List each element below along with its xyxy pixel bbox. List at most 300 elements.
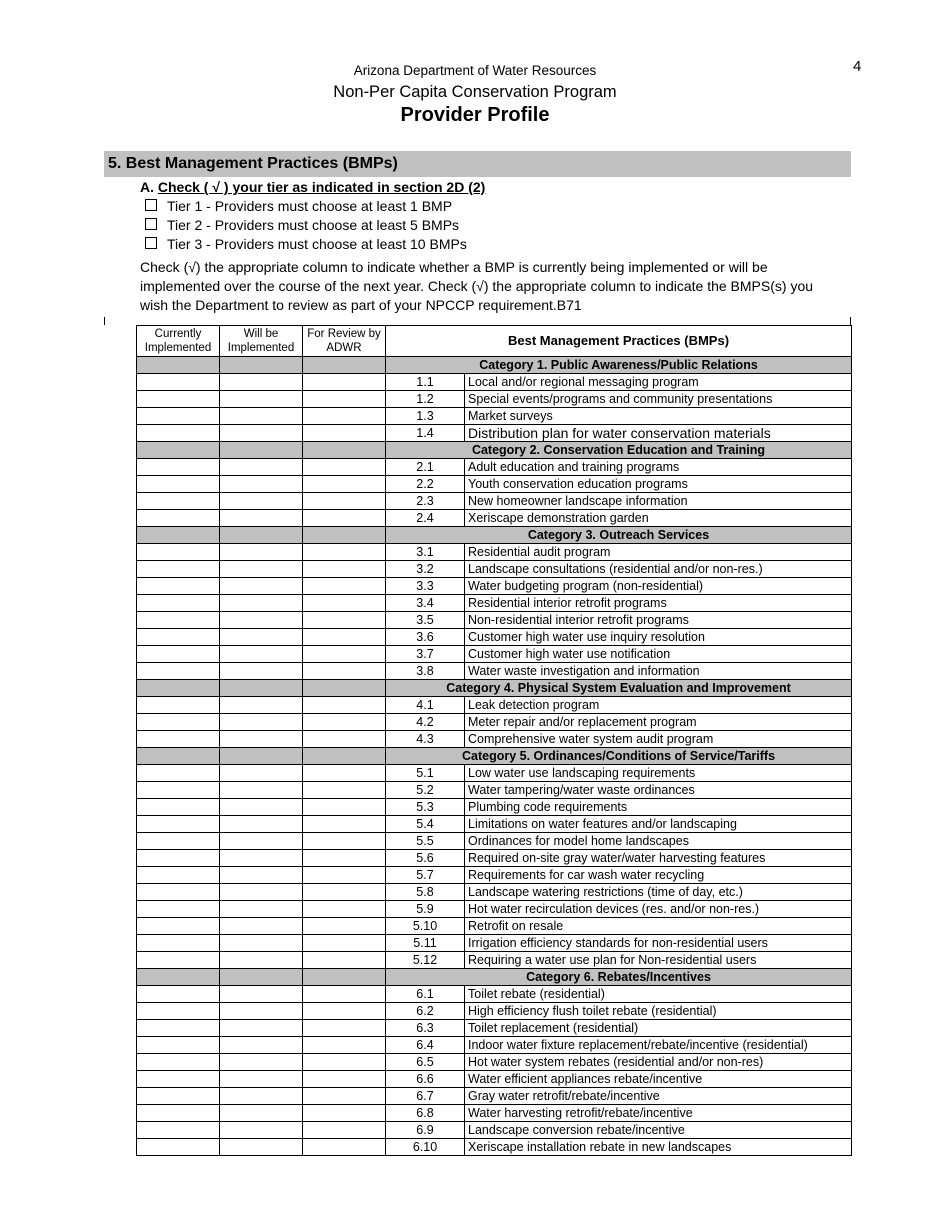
bmp-description: Non-residential interior retrofit programs — [465, 612, 852, 629]
bmp-description: Water tampering/water waste ordinances — [465, 782, 852, 799]
check-for-review[interactable] — [303, 697, 386, 714]
table-row — [137, 374, 852, 391]
bmp-number: 6.1 — [386, 986, 465, 1003]
bmp-description: Landscape conversion rebate/incentive — [465, 1122, 852, 1139]
table-row — [137, 1139, 852, 1156]
category-blank-cell — [137, 357, 220, 374]
tier-1-option[interactable] — [145, 198, 452, 214]
check-for-review[interactable] — [303, 918, 386, 935]
check-will-be-implemented[interactable] — [220, 663, 303, 680]
bmp-description: Distribution plan for water conservation materials — [465, 425, 852, 442]
tier-instruction-text: Check ( √ ) your tier as indicated in section 2D (2) — [157, 179, 486, 195]
check-will-be-implemented[interactable] — [220, 952, 303, 969]
check-currently-implemented[interactable] — [137, 595, 220, 612]
check-for-review[interactable] — [303, 952, 386, 969]
check-will-be-implemented[interactable] — [220, 697, 303, 714]
check-for-review[interactable] — [303, 731, 386, 748]
bmp-description: Toilet rebate (residential) — [465, 986, 852, 1003]
table-row — [137, 459, 852, 476]
check-currently-implemented[interactable] — [137, 1054, 220, 1071]
table-row — [137, 952, 852, 969]
table-row — [137, 867, 852, 884]
tier-3-option[interactable] — [145, 236, 467, 252]
check-currently-implemented[interactable] — [137, 629, 220, 646]
check-for-review[interactable] — [303, 1122, 386, 1139]
check-currently-implemented[interactable] — [137, 816, 220, 833]
bmp-description: Required on-site gray water/water harvesting features — [465, 850, 852, 867]
tier-instruction — [140, 179, 485, 195]
check-currently-implemented[interactable] — [137, 459, 220, 476]
bmp-description: Meter repair and/or replacement program — [465, 714, 852, 731]
check-currently-implemented[interactable] — [137, 901, 220, 918]
check-currently-implemented[interactable] — [137, 765, 220, 782]
check-for-review[interactable] — [303, 765, 386, 782]
bmp-description: Comprehensive water system audit program — [465, 731, 852, 748]
check-will-be-implemented[interactable] — [220, 595, 303, 612]
category-blank-cell — [220, 748, 303, 765]
check-will-be-implemented[interactable] — [220, 850, 303, 867]
check-will-be-implemented[interactable] — [220, 867, 303, 884]
category-name: Category 5. Ordinances/Conditions of Service/Tariffs — [386, 748, 852, 765]
bmp-number: 6.7 — [386, 1088, 465, 1105]
category-blank-cell — [137, 527, 220, 544]
table-row — [137, 731, 852, 748]
bmp-description: Hot water recirculation devices (res. and/or non-res.) — [465, 901, 852, 918]
bmp-number: 3.8 — [386, 663, 465, 680]
check-will-be-implemented[interactable] — [220, 1105, 303, 1122]
table-row — [137, 833, 852, 850]
check-currently-implemented[interactable] — [137, 850, 220, 867]
bmp-number: 1.3 — [386, 408, 465, 425]
table-row — [137, 1054, 852, 1071]
bmp-number: 6.2 — [386, 1003, 465, 1020]
category-blank-cell — [303, 748, 386, 765]
tier-2-label: Tier 2 - Providers must choose at least 5 BMPs — [167, 217, 460, 233]
check-currently-implemented[interactable] — [137, 561, 220, 578]
col-currently-implemented: Currently Implemented — [137, 326, 220, 357]
bmp-description: Hot water system rebates (residential and/or non-res) — [465, 1054, 852, 1071]
check-will-be-implemented[interactable] — [220, 425, 303, 442]
check-will-be-implemented[interactable] — [220, 833, 303, 850]
table-row — [137, 561, 852, 578]
bmp-description: Toilet replacement (residential) — [465, 1020, 852, 1037]
check-currently-implemented[interactable] — [137, 1088, 220, 1105]
bmp-description: Landscape consultations (residential and/or non-res.) — [465, 561, 852, 578]
bmp-number: 6.6 — [386, 1071, 465, 1088]
check-will-be-implemented[interactable] — [220, 646, 303, 663]
check-currently-implemented[interactable] — [137, 697, 220, 714]
check-currently-implemented[interactable] — [137, 408, 220, 425]
bmp-number: 6.5 — [386, 1054, 465, 1071]
bmp-number: 1.4 — [386, 425, 465, 442]
table-row — [137, 816, 852, 833]
check-for-review[interactable] — [303, 612, 386, 629]
col-bmp-title: Best Management Practices (BMPs) — [386, 326, 852, 357]
check-currently-implemented[interactable] — [137, 714, 220, 731]
bmp-description: Water harvesting retrofit/rebate/incentive — [465, 1105, 852, 1122]
bmp-description: Special events/programs and community presentations — [465, 391, 852, 408]
table-row — [137, 1071, 852, 1088]
bmp-description: Water efficient appliances rebate/incentive — [465, 1071, 852, 1088]
bmp-description: Leak detection program — [465, 697, 852, 714]
bmp-description: Market surveys — [465, 408, 852, 425]
bmp-number: 5.4 — [386, 816, 465, 833]
bmp-description: Youth conservation education programs — [465, 476, 852, 493]
check-currently-implemented[interactable] — [137, 833, 220, 850]
bmp-number: 5.8 — [386, 884, 465, 901]
check-will-be-implemented[interactable] — [220, 544, 303, 561]
bmp-number: 2.4 — [386, 510, 465, 527]
table-row — [137, 935, 852, 952]
check-currently-implemented[interactable] — [137, 1003, 220, 1020]
check-for-review[interactable] — [303, 425, 386, 442]
bmp-number: 5.9 — [386, 901, 465, 918]
check-currently-implemented[interactable] — [137, 374, 220, 391]
check-for-review[interactable] — [303, 493, 386, 510]
category-blank-cell — [137, 680, 220, 697]
agency-name: Arizona Department of Water Resources — [353, 63, 597, 78]
check-currently-implemented[interactable] — [137, 1105, 220, 1122]
table-row — [137, 799, 852, 816]
check-will-be-implemented[interactable] — [220, 986, 303, 1003]
check-currently-implemented[interactable] — [137, 1122, 220, 1139]
check-will-be-implemented[interactable] — [220, 476, 303, 493]
table-row — [137, 408, 852, 425]
bmp-description: Customer high water use inquiry resolution — [465, 629, 852, 646]
table-row — [137, 544, 852, 561]
bmp-description: Customer high water use notification — [465, 646, 852, 663]
check-for-review[interactable] — [303, 374, 386, 391]
category-blank-cell — [303, 680, 386, 697]
check-will-be-implemented[interactable] — [220, 935, 303, 952]
category-name: Category 2. Conservation Education and Training — [386, 442, 852, 459]
table-row — [137, 1037, 852, 1054]
table-row — [137, 493, 852, 510]
check-for-review[interactable] — [303, 408, 386, 425]
bmp-number: 3.1 — [386, 544, 465, 561]
check-for-review[interactable] — [303, 1088, 386, 1105]
table-row — [137, 884, 852, 901]
check-currently-implemented[interactable] — [137, 782, 220, 799]
table-row — [137, 1020, 852, 1037]
check-will-be-implemented[interactable] — [220, 765, 303, 782]
bmp-number: 6.10 — [386, 1139, 465, 1156]
check-will-be-implemented[interactable] — [220, 1037, 303, 1054]
check-currently-implemented[interactable] — [137, 510, 220, 527]
bmp-number: 4.2 — [386, 714, 465, 731]
table-row — [137, 901, 852, 918]
bmp-description: Indoor water fixture replacement/rebate/incentive (residential) — [465, 1037, 852, 1054]
check-currently-implemented[interactable] — [137, 391, 220, 408]
check-for-review[interactable] — [303, 663, 386, 680]
check-for-review[interactable] — [303, 833, 386, 850]
check-for-review[interactable] — [303, 884, 386, 901]
bmp-number: 6.9 — [386, 1122, 465, 1139]
table-row — [137, 714, 852, 731]
bmp-number: 3.2 — [386, 561, 465, 578]
category-row — [137, 527, 852, 544]
bmp-number: 6.3 — [386, 1020, 465, 1037]
check-will-be-implemented[interactable] — [220, 493, 303, 510]
check-for-review[interactable] — [303, 782, 386, 799]
bmp-number: 5.6 — [386, 850, 465, 867]
check-currently-implemented[interactable] — [137, 544, 220, 561]
check-will-be-implemented[interactable] — [220, 1088, 303, 1105]
check-currently-implemented[interactable] — [137, 663, 220, 680]
check-for-review[interactable] — [303, 476, 386, 493]
category-blank-cell — [220, 680, 303, 697]
check-will-be-implemented[interactable] — [220, 816, 303, 833]
bmp-description: Limitations on water features and/or landscaping — [465, 816, 852, 833]
bmp-number: 4.3 — [386, 731, 465, 748]
category-name: Category 1. Public Awareness/Public Relations — [386, 357, 852, 374]
check-currently-implemented[interactable] — [137, 884, 220, 901]
check-will-be-implemented[interactable] — [220, 918, 303, 935]
section-heading: 5. Best Management Practices (BMPs) — [104, 151, 851, 177]
bmp-description: Ordinances for model home landscapes — [465, 833, 852, 850]
check-will-be-implemented[interactable] — [220, 799, 303, 816]
bmp-description: Local and/or regional messaging program — [465, 374, 852, 391]
check-will-be-implemented[interactable] — [220, 782, 303, 799]
margin-mark — [104, 317, 105, 325]
bmp-number: 3.4 — [386, 595, 465, 612]
bmp-number: 5.1 — [386, 765, 465, 782]
check-will-be-implemented[interactable] — [220, 408, 303, 425]
check-for-review[interactable] — [303, 459, 386, 476]
tier-1-label: Tier 1 - Providers must choose at least 1 BMP — [167, 198, 453, 214]
check-for-review[interactable] — [303, 799, 386, 816]
check-for-review[interactable] — [303, 1071, 386, 1088]
check-for-review[interactable] — [303, 510, 386, 527]
program-name: Non-Per Capita Conservation Program — [333, 83, 617, 101]
check-for-review[interactable] — [303, 714, 386, 731]
category-blank-cell — [220, 969, 303, 986]
check-currently-implemented[interactable] — [137, 918, 220, 935]
check-for-review[interactable] — [303, 986, 386, 1003]
bmp-number: 3.6 — [386, 629, 465, 646]
table-row — [137, 425, 852, 442]
bmp-description: Plumbing code requirements — [465, 799, 852, 816]
table-row — [137, 1003, 852, 1020]
check-for-review[interactable] — [303, 1037, 386, 1054]
bmp-description: Requiring a water use plan for Non-residential users — [465, 952, 852, 969]
bmp-description: Residential interior retrofit programs — [465, 595, 852, 612]
category-row — [137, 969, 852, 986]
check-for-review[interactable] — [303, 1054, 386, 1071]
check-currently-implemented[interactable] — [137, 1020, 220, 1037]
check-currently-implemented[interactable] — [137, 612, 220, 629]
table-row — [137, 782, 852, 799]
bmp-description: New homeowner landscape information — [465, 493, 852, 510]
check-will-be-implemented[interactable] — [220, 391, 303, 408]
check-for-review[interactable] — [303, 595, 386, 612]
check-for-review[interactable] — [303, 1003, 386, 1020]
category-blank-cell — [220, 527, 303, 544]
check-currently-implemented[interactable] — [137, 986, 220, 1003]
bmp-number: 6.8 — [386, 1105, 465, 1122]
table-row — [137, 918, 852, 935]
table-row — [137, 1105, 852, 1122]
category-blank-cell — [137, 748, 220, 765]
table-row — [137, 850, 852, 867]
bmp-number: 1.1 — [386, 374, 465, 391]
table-header-row — [137, 326, 852, 357]
bmp-number: 5.12 — [386, 952, 465, 969]
category-blank-cell — [220, 357, 303, 374]
bmp-table — [136, 325, 852, 1156]
category-row — [137, 357, 852, 374]
check-currently-implemented[interactable] — [137, 867, 220, 884]
category-row — [137, 680, 852, 697]
check-currently-implemented[interactable] — [137, 646, 220, 663]
bmp-description: Residential audit program — [465, 544, 852, 561]
tier-3-label: Tier 3 - Providers must choose at least 10 BMPs — [167, 236, 467, 252]
check-will-be-implemented[interactable] — [220, 714, 303, 731]
check-currently-implemented[interactable] — [137, 1071, 220, 1088]
bmp-number: 2.1 — [386, 459, 465, 476]
bmp-number: 5.10 — [386, 918, 465, 935]
check-will-be-implemented[interactable] — [220, 459, 303, 476]
table-row — [137, 765, 852, 782]
check-will-be-implemented[interactable] — [220, 374, 303, 391]
table-row — [137, 1088, 852, 1105]
table-row — [137, 697, 852, 714]
check-will-be-implemented[interactable] — [220, 901, 303, 918]
margin-mark-right — [850, 317, 851, 325]
bmp-number: 5.11 — [386, 935, 465, 952]
check-currently-implemented[interactable] — [137, 476, 220, 493]
check-will-be-implemented[interactable] — [220, 884, 303, 901]
category-name: Category 6. Rebates/Incentives — [386, 969, 852, 986]
check-will-be-implemented[interactable] — [220, 1054, 303, 1071]
bmp-number: 3.3 — [386, 578, 465, 595]
check-for-review[interactable] — [303, 578, 386, 595]
tier-2-option[interactable] — [145, 217, 459, 233]
check-for-review[interactable] — [303, 629, 386, 646]
bmp-number: 3.7 — [386, 646, 465, 663]
table-row — [137, 578, 852, 595]
check-will-be-implemented[interactable] — [220, 1071, 303, 1088]
category-blank-cell — [303, 442, 386, 459]
category-blank-cell — [303, 969, 386, 986]
check-will-be-implemented[interactable] — [220, 731, 303, 748]
page-number: 4 — [853, 58, 862, 75]
bmp-number: 2.3 — [386, 493, 465, 510]
check-for-review[interactable] — [303, 1105, 386, 1122]
category-blank-cell — [303, 527, 386, 544]
check-will-be-implemented[interactable] — [220, 561, 303, 578]
check-currently-implemented[interactable] — [137, 1139, 220, 1156]
check-for-review[interactable] — [303, 901, 386, 918]
bmp-description: Xeriscape installation rebate in new landscapes — [465, 1139, 852, 1156]
check-currently-implemented[interactable] — [137, 952, 220, 969]
check-for-review[interactable] — [303, 850, 386, 867]
bmp-number: 5.7 — [386, 867, 465, 884]
bmp-description: High efficiency flush toilet rebate (residential) — [465, 1003, 852, 1020]
check-for-review[interactable] — [303, 816, 386, 833]
check-currently-implemented[interactable] — [137, 493, 220, 510]
bmp-number: 3.5 — [386, 612, 465, 629]
check-will-be-implemented[interactable] — [220, 612, 303, 629]
check-for-review[interactable] — [303, 935, 386, 952]
check-for-review[interactable] — [303, 1139, 386, 1156]
category-name: Category 4. Physical System Evaluation and Improvement — [386, 680, 852, 697]
check-currently-implemented[interactable] — [137, 799, 220, 816]
check-will-be-implemented[interactable] — [220, 1139, 303, 1156]
check-will-be-implemented[interactable] — [220, 1003, 303, 1020]
bmp-description: Water budgeting program (non-residential) — [465, 578, 852, 595]
table-row — [137, 646, 852, 663]
bmp-number: 5.3 — [386, 799, 465, 816]
category-name: Category 3. Outreach Services — [386, 527, 852, 544]
category-blank-cell — [137, 442, 220, 459]
bmp-number: 4.1 — [386, 697, 465, 714]
check-will-be-implemented[interactable] — [220, 1122, 303, 1139]
table-row — [137, 612, 852, 629]
bmp-description: Retrofit on resale — [465, 918, 852, 935]
check-for-review[interactable] — [303, 561, 386, 578]
check-for-review[interactable] — [303, 1020, 386, 1037]
check-currently-implemented[interactable] — [137, 1037, 220, 1054]
bmp-number: 5.2 — [386, 782, 465, 799]
check-currently-implemented[interactable] — [137, 731, 220, 748]
tier-instruction-prefix: A. — [140, 179, 158, 195]
check-currently-implemented[interactable] — [137, 578, 220, 595]
bmp-description: Gray water retrofit/rebate/incentive — [465, 1088, 852, 1105]
check-currently-implemented[interactable] — [137, 935, 220, 952]
check-for-review[interactable] — [303, 867, 386, 884]
category-blank-cell — [303, 357, 386, 374]
tier-1-checkbox[interactable] — [145, 199, 157, 211]
bmp-description: Landscape watering restrictions (time of day, etc.) — [465, 884, 852, 901]
table-row — [137, 986, 852, 1003]
table-row — [137, 510, 852, 527]
check-will-be-implemented[interactable] — [220, 578, 303, 595]
check-currently-implemented[interactable] — [137, 425, 220, 442]
bmp-description: Water waste investigation and information — [465, 663, 852, 680]
category-row — [137, 748, 852, 765]
tier-3-checkbox[interactable] — [145, 237, 157, 249]
check-will-be-implemented[interactable] — [220, 1020, 303, 1037]
table-row — [137, 663, 852, 680]
page-title: Provider Profile — [400, 104, 550, 126]
col-will-be-implemented: Will be Implemented — [220, 326, 303, 357]
table-row — [137, 391, 852, 408]
category-blank-cell — [137, 969, 220, 986]
check-for-review[interactable] — [303, 391, 386, 408]
bmp-description: Low water use landscaping requirements — [465, 765, 852, 782]
bmp-number: 2.2 — [386, 476, 465, 493]
tier-2-checkbox[interactable] — [145, 218, 157, 230]
bmp-description: Irrigation efficiency standards for non-residential users — [465, 935, 852, 952]
bmp-description: Adult education and training programs — [465, 459, 852, 476]
table-row — [137, 1122, 852, 1139]
check-will-be-implemented[interactable] — [220, 510, 303, 527]
table-row — [137, 595, 852, 612]
col-for-review: For Review by ADWR — [303, 326, 386, 357]
instructions-paragraph: Check (√) the appropriate column to indicate whether a BMP is currently being implemented or will be implemented over the course of the next year. Check (√) the appropriate column to indicate the BMPS(s) you wish the Department to review as part of your NPCCP requirement.B71 — [140, 259, 814, 313]
check-for-review[interactable] — [303, 646, 386, 663]
check-will-be-implemented[interactable] — [220, 629, 303, 646]
bmp-description: Xeriscape demonstration garden — [465, 510, 852, 527]
bmp-description: Requirements for car wash water recycling — [465, 867, 852, 884]
bmp-number: 6.4 — [386, 1037, 465, 1054]
bmp-number: 1.2 — [386, 391, 465, 408]
category-blank-cell — [220, 442, 303, 459]
bmp-table-body — [137, 357, 852, 1156]
check-for-review[interactable] — [303, 544, 386, 561]
table-row — [137, 629, 852, 646]
